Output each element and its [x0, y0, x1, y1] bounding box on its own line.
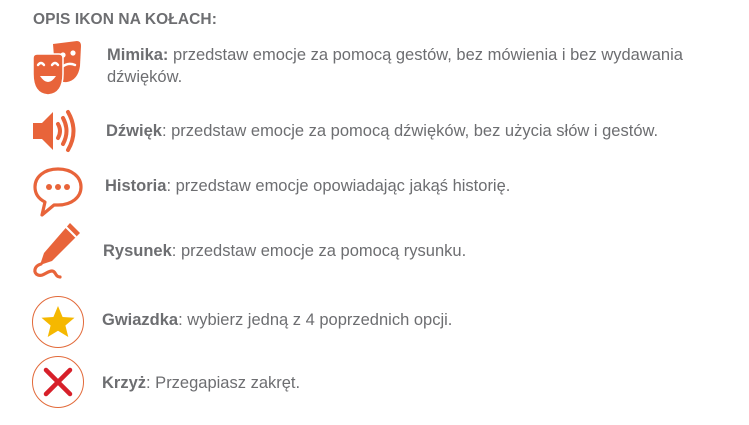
star-icon: [40, 305, 76, 339]
page-title: OPIS IKON NA KOŁACH:: [33, 11, 217, 28]
legend-label: Mimika:: [107, 46, 169, 64]
legend-description: : przedstaw emocje za pomocą dźwięków, bez użycia słów i gestów.: [161, 122, 659, 140]
legend-item-mimika: [0, 40, 749, 100]
legend-label: Rysunek: [103, 242, 172, 260]
legend-item-rysunek: [0, 220, 749, 282]
cross-icon: [42, 366, 74, 398]
legend-description: : przedstaw emocje za pomocą rysunku.: [171, 242, 467, 260]
legend-item-gwiazdka: [0, 296, 749, 354]
legend-item-krzyz: [0, 356, 749, 414]
legend-description: : Przegapiasz zakręt.: [146, 374, 301, 392]
legend-description-cont: dźwięków.: [107, 68, 183, 86]
legend-item-dzwiek: [0, 108, 749, 158]
legend-label: Historia: [105, 177, 167, 195]
legend-description: przedstaw emocje za pomocą gestów, bez mówienia i bez wydawania: [168, 46, 683, 64]
theater-masks-icon: [31, 40, 83, 98]
pencil-icon: [30, 220, 84, 282]
legend-description: : wybierz jedną z 4 poprzednich opcji.: [178, 311, 453, 329]
legend-label: Dźwięk: [106, 122, 162, 140]
legend-description: : przedstaw emocje opowiadając jakąś historię.: [166, 177, 511, 195]
speech-bubble-icon: [32, 165, 84, 221]
speaker-icon: [31, 108, 79, 154]
legend-label: Gwiazdka: [102, 311, 179, 329]
legend-item-historia: [0, 165, 749, 223]
legend-label: Krzyż: [102, 374, 147, 392]
